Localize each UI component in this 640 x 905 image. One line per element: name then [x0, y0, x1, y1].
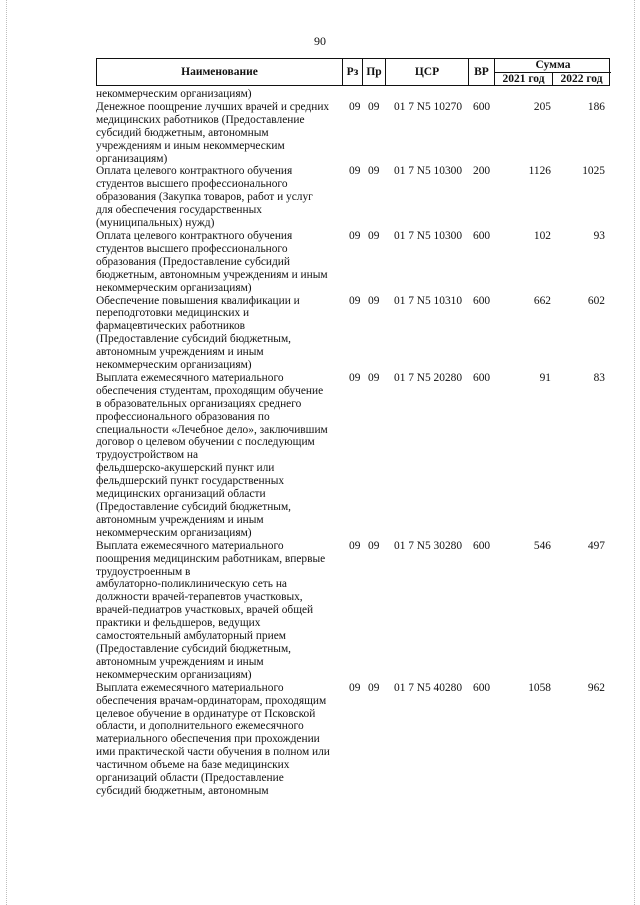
row-name: Оплата целевого контрактного обучения студентов высшего профессионального образования (Предоставление субсидий бюджетным, автономным учреждениям и иным некоммерческим организациям)	[96, 229, 328, 294]
table-row	[96, 540, 610, 682]
row-csr: 01 7 N5 10270	[394, 100, 463, 113]
table-row	[96, 682, 610, 798]
table-row	[96, 165, 610, 230]
row-pr: 09	[368, 229, 380, 242]
row-pr: 09	[368, 165, 380, 178]
row-name: Оплата целевого контрактного обучения студентов высшего профессионального образования (Закупка товаров, работ и услуг для обеспечения государственных (муниципальных) нужд)	[96, 165, 313, 230]
row-rz: 09	[349, 371, 361, 384]
header-pr: Пр	[363, 59, 386, 85]
header-sum: Сумма	[495, 59, 611, 73]
row-sum-2021: 546	[533, 539, 551, 552]
row-pr: 09	[368, 371, 380, 384]
row-sum-2022: 93	[593, 229, 605, 242]
table-row	[96, 372, 610, 540]
row-pr: 09	[368, 100, 380, 113]
table-row	[96, 230, 610, 295]
row-sum-2022: 962	[587, 681, 605, 694]
row-vr: 600	[473, 681, 491, 694]
scan-edge-left	[6, 0, 8, 905]
row-sum-2022: 602	[587, 294, 605, 307]
row-name: Выплата ежемесячного материального обеспечения студентам, проходящим обучение в образовательных организациях среднего профессионального образования по специальности «Лечебное дело», заключившим договор о целевом обучении с последующим трудоустройством на фельдшерско-акушерский пункт или фельдшерский пункт государственных медицинских организаций области (Предоставление субсидий бюджетным, автономным учреждениям и иным некоммерческим организациям)	[96, 371, 328, 539]
row-sum-2021: 102	[533, 229, 551, 242]
header-rz: Рз	[343, 59, 363, 85]
row-sum-2022: 83	[593, 371, 605, 384]
row-sum-2022: 186	[587, 100, 605, 113]
row-sum-2021: 1058	[528, 681, 551, 694]
row-sum-2021: 1126	[528, 165, 551, 178]
row-vr: 600	[473, 100, 491, 113]
row-csr: 01 7 N5 10310	[394, 294, 463, 307]
table-row	[96, 101, 610, 166]
row-sum-2022: 1025	[582, 165, 605, 178]
row-vr: 600	[473, 539, 491, 552]
row-rz: 09	[349, 539, 361, 552]
row-pr: 09	[368, 294, 380, 307]
row-sum-2021: 205	[533, 100, 551, 113]
row-vr: 600	[473, 229, 491, 242]
scan-edge-right	[634, 0, 636, 905]
row-name: Выплата ежемесячного материального обеспечения врачам-ординаторам, проходящим целевое обучение в ординатуре от Псковской области, и дополнительного ежемесячного материального обеспечения при прохождении ими практической части обучения в полном или частичном объеме на базе медицинских организаций области (Предоставление субсидий бюджетным, автономным	[96, 681, 330, 797]
header-year-2022: 2022 год	[560, 73, 603, 85]
page-number: 90	[314, 34, 326, 48]
header-vr: ВР	[469, 59, 495, 85]
header-sum-group	[495, 59, 611, 85]
row-rz: 09	[349, 681, 361, 694]
row-rz: 09	[349, 229, 361, 242]
row-csr: 01 7 N5 30280	[394, 539, 463, 552]
row-name: Выплата ежемесячного материального поощрения медицинским работникам, впервые трудоустроенным в амбулаторно-поликлиническую сеть на должности врачей-терапевтов участковых, врачей-педиатров участковых, врачей общей практики и фельдшеров, ведущих самостоятельный амбулаторный прием (Предоставление субсидий бюджетным, автономным учреждениям и иным некоммерческим организациям)	[96, 539, 326, 681]
row-vr: 200	[473, 165, 491, 178]
row-pr: 09	[368, 539, 380, 552]
row-vr: 600	[473, 371, 491, 384]
table-header	[96, 58, 610, 86]
row-csr: 01 7 N5 10300	[394, 165, 463, 178]
row-pr: 09	[368, 681, 380, 694]
row-rz: 09	[349, 165, 361, 178]
row-csr: 01 7 N5 10300	[394, 229, 463, 242]
header-csr: ЦСР	[386, 59, 469, 85]
row-name: Денежное поощрение лучших врачей и средних медицинских работников (Предоставление субсидий бюджетным, автономным учреждениям и иным некоммерческим организациям)	[96, 100, 330, 165]
table-body	[96, 88, 610, 798]
row-csr: 01 7 N5 40280	[394, 681, 463, 694]
row-sum-2022: 497	[587, 539, 605, 552]
row-name: Обеспечение повышения квалификации и переподготовки медицинских и фармацевтических работников (Предоставление субсидий бюджетным, автономным учреждениям и иным некоммерческим организациям)	[96, 294, 300, 372]
header-name: Наименование	[97, 59, 343, 85]
row-csr: 01 7 N5 20280	[394, 371, 463, 384]
row-sum-2021: 662	[533, 294, 551, 307]
row-vr: 600	[473, 294, 491, 307]
continuation-text: некоммерческим организациям)	[96, 88, 252, 100]
row-rz: 09	[349, 100, 361, 113]
header-year-2021: 2021 год	[495, 72, 553, 86]
row-rz: 09	[349, 294, 361, 307]
row-sum-2021: 91	[539, 371, 551, 384]
table-row	[96, 295, 610, 372]
